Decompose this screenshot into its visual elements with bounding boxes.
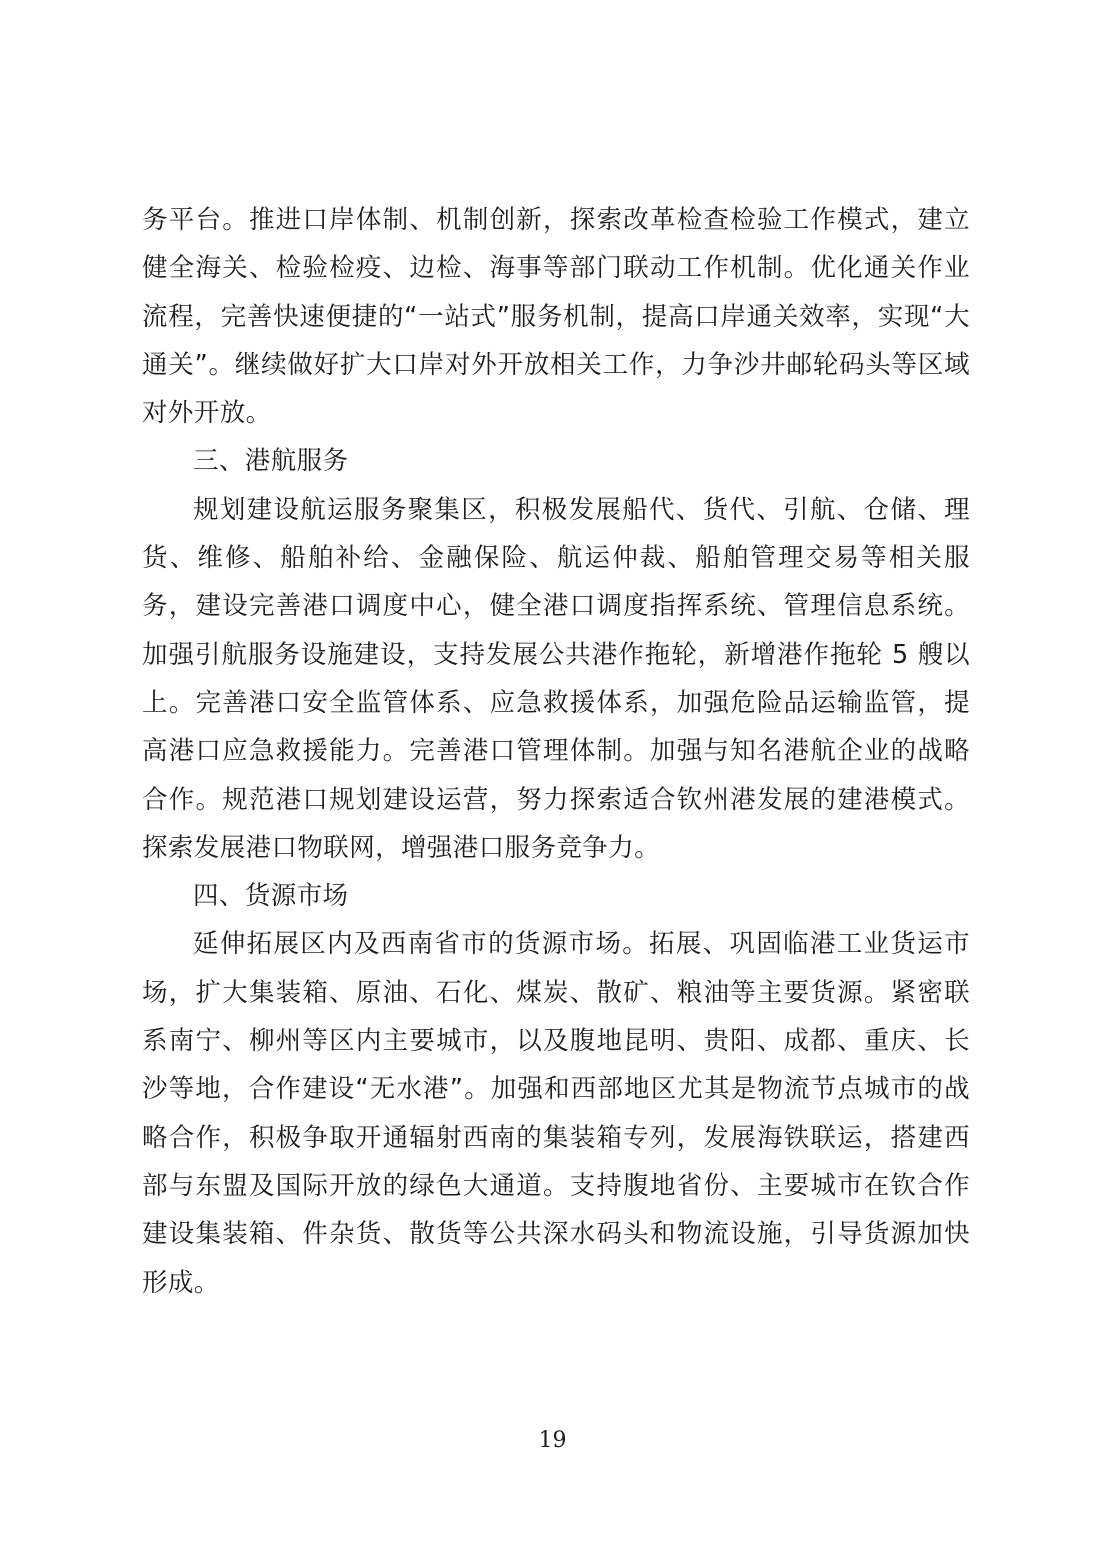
section-heading-cargo-source-market: 四、货源市场 bbox=[193, 881, 349, 912]
page-number: 19 bbox=[538, 1428, 567, 1453]
document-body bbox=[142, 196, 970, 1307]
section-heading-port-shipping-services: 三、港航服务 bbox=[193, 446, 349, 477]
paragraph-port-shipping-services: 规划建设航运服务聚集区，积极发展船代、货代、引航、仓储、理货、维修、船舶补给、金融保险、航运仲裁、船舶管理交易等相关服务，建设完善港口调度中心，健全港口调度指挥系统、管理信息系统。加强引航服务设施建设，支持发展公共港作拖轮，新增港作拖轮 5 艘以上。完善港口安全监管体系、应急救援体系，加强危险品运输监管，提高港口应急救援能力。完善港口管理体制。加强与知名港航企业的战略合作。规范港口规划建设运营，努力探索适合钦州港发展的建港模式。探索发展港口物联网，增强港口服务竞争力。 bbox=[142, 494, 970, 863]
paragraph-cargo-source-market: 延伸拓展区内及西南省市的货源市场。拓展、巩固临港工业货运市场，扩大集装箱、原油、石化、煤炭、散矿、粮油等主要货源。紧密联系南宁、柳州等区内主要城市，以及腹地昆明、贵阳、成都、重庆、长沙等地，合作建设“无水港”。加强和西部地区尤其是物流节点城市的战略合作，积极争取开通辐射西南的集装箱专列，发展海铁联运，搭建西部与东盟及国际开放的绿色大通道。支持腹地省份、主要城市在钦合作建设集装箱、件杂货、散货等公共深水码头和物流设施，引导货源加快形成。 bbox=[142, 929, 970, 1298]
paragraph-continuation: 务平台。推进口岸体制、机制创新，探索改革检查检验工作模式，建立健全海关、检验检疫、边检、海事等部门联动工作机制。优化通关作业流程，完善快速便捷的“一站式”服务机制，提高口岸通关效率，实现“大通关”。继续做好扩大口岸对外开放相关工作，力争沙井邮轮码头等区域对外开放。 bbox=[142, 205, 970, 429]
